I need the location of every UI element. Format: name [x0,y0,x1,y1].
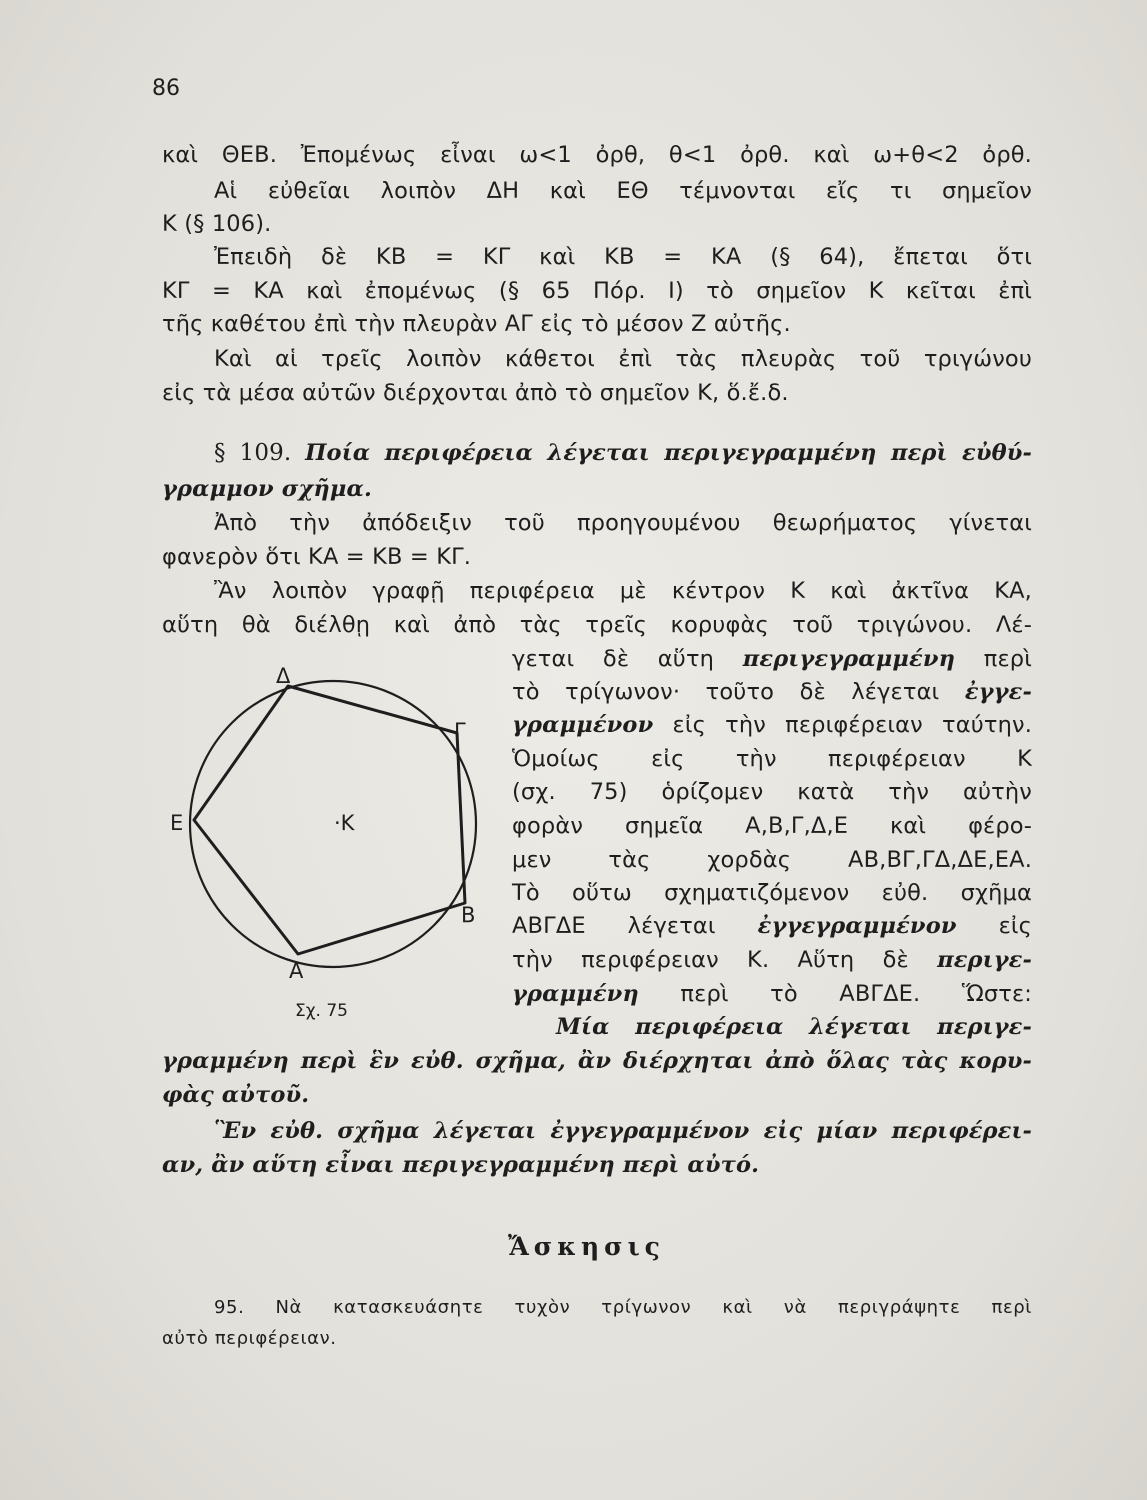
text-line: Ἀπὸ τὴν ἀπόδειξιν τοῦ προηγουμένου θεωρήματος γίνεται [214,510,1032,536]
right-col-line: Τὸ οὕτω σχηματιζόμενον εὐθ. σχῆμα [512,880,1032,906]
figure-caption: Σχ. 75 [295,1001,349,1021]
definition-line: Μία περιφέρεια λέγεται περιγε- [556,1014,1032,1040]
circumcircle [190,681,476,967]
text-line: Καὶ αἱ τρεῖς λοιπὸν κάθετοι ἐπὶ τὰς πλευρὰς τοῦ τριγώνου [214,346,1032,372]
inscribed-pentagon [194,686,465,954]
label-gamma: Γ [454,719,466,743]
definition-line: γραμμένη περὶ ἓν εὐθ. σχῆμα, ἂν διέρχηται ἀπὸ ὅλας τὰς κορυ- [162,1048,1032,1074]
label-beta: Β [461,903,476,927]
section-title-line [214,440,1032,466]
right-col-line: φορὰν σημεῖα Α,Β,Γ,Δ,Ε καὶ φέρο- [512,813,1032,839]
definition-line: φὰς αὐτοῦ. [162,1082,310,1108]
exercise-line: αὐτὸ περιφέρειαν. [162,1328,337,1349]
right-col-line: γραμμένη περὶ τὸ ΑΒΓΔΕ. Ὥστε: [512,981,1032,1007]
right-col-line: τὴν περιφέρειαν Κ. Αὕτη δὲ περιγε- [512,947,1032,973]
exercise-line: 95. Νὰ κατασκευάσητε τυχὸν τρίγωνον καὶ νὰ περιγράψητε περὶ [214,1297,1032,1318]
text-line: Κ (§ 106). [162,211,272,237]
right-col-line: (σχ. 75) ὁρίζομεν κατὰ τὴν αὐτὴν [512,779,1032,805]
text-line: αὕτη θὰ διέλθῃ καὶ ἀπὸ τὰς τρεῖς κορυφὰς τοῦ τριγώνου. Λέ- [162,612,1032,638]
text-line: ΚΓ = ΚΑ καὶ ἐπομένως (§ 65 Πόρ. Ι) τὸ σημεῖον Κ κεῖται ἐπὶ [162,278,1032,304]
section-title-cont: γραμμον σχῆμα. [162,476,372,502]
right-col-line: γραμμένον εἰς τὴν περιφέρειαν ταύτην. [512,712,1032,738]
definition-line: αν, ἂν αὕτη εἶναι περιγεγραμμένη περὶ αὐτό. [162,1152,760,1178]
right-col-line: μεν τὰς χορδὰς ΑΒ,ΒΓ,ΓΔ,ΔΕ,ΕΑ. [512,847,1032,873]
label-alpha: Α [289,959,304,983]
section-title: Ποία περιφέρεια λέγεται περιγεγραμμένη περὶ εὐθύ- [305,440,1032,466]
label-delta: Δ [276,664,291,688]
label-center: ·Κ [334,811,355,835]
text-line: τῆς καθέτου ἐπὶ τὴν πλευρὰν ΑΓ εἰς τὸ μέσον Ζ αὐτῆς. [162,311,791,337]
text-line: καὶ ΘΕΒ. Ἐπομένως εἶναι ω<1 ὀρθ, θ<1 ὀρθ. καὶ ω+θ<2 ὀρθ. [162,142,1032,168]
right-col-line: ΑΒΓΔΕ λέγεται ἐγγεγραμμένον εἰς [512,913,1033,939]
text-line: Αἱ εὐθεῖαι λοιπὸν ΔΗ καὶ ΕΘ τέμνονται εἴς τι σημεῖον [214,178,1032,204]
text-line: Ἂν λοιπὸν γραφῇ περιφέρεια μὲ κέντρον Κ καὶ ἀκτῖνα ΚΑ, [214,578,1032,604]
text-line: Ἐπειδὴ δὲ ΚΒ = ΚΓ καὶ ΚΒ = ΚΑ (§ 64), ἔπεται ὅτι [214,244,1032,270]
section-number: § 109. [214,440,292,466]
text-line: εἰς τὰ μέσα αὐτῶν διέρχονται ἀπὸ τὸ σημεῖον Κ, ὅ.ἔ.δ. [162,380,789,406]
exercise-heading: Ἄσκησις [508,1232,665,1261]
figure-75 [150,650,510,1030]
text-line: φανερὸν ὅτι ΚΑ = ΚΒ = ΚΓ. [162,544,472,570]
right-col-line: γεται δὲ αὕτη περιγεγραμμένη περὶ [512,646,1032,672]
right-col-line: τὸ τρίγωνον· τοῦτο δὲ λέγεται ἐγγε- [512,679,1032,705]
right-col-line: Ὁμοίως εἰς τὴν περιφέρειαν Κ [512,746,1032,772]
label-epsilon: Ε [170,811,184,835]
definition-line: Ἓν εὐθ. σχῆμα λέγεται ἐγγεγραμμένον εἰς μίαν περιφέρει- [214,1118,1032,1144]
page-number: 86 [152,76,180,101]
